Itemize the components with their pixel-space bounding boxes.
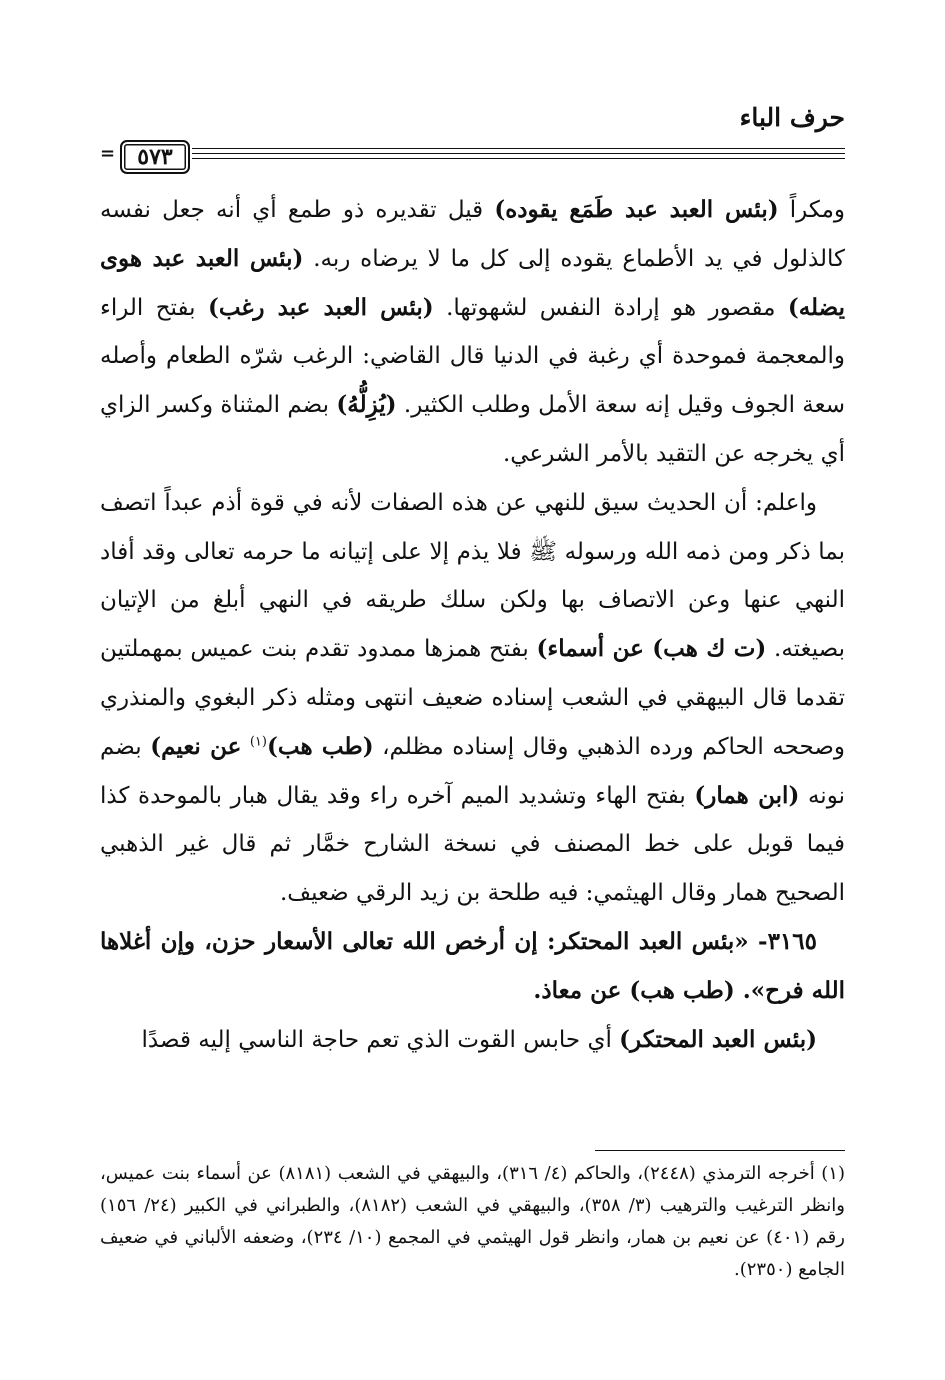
bold-phrase: (بئس العبد عبد رغب) <box>207 293 434 321</box>
header-rule <box>100 140 845 174</box>
paragraph <box>100 479 845 918</box>
text-run: واعلم: أن الحديث سيق للنهي عن هذه الصفات لأنه في قوة أذم عبداً اتصف بما ذكر ومن ذمه الله ورسوله ﷺ فلا يذم إلا على إتيانه ما حرمه تعالى وقد أفاد النهي عنها وعن الاتصاف بها ولكن سلك طريقه في النهي أبلغ من الإتيان بصيغته. <box>100 489 845 663</box>
bold-phrase: (بئس العبد المحتكر) <box>619 1025 817 1053</box>
text-run: بفتح همزها ممدود تقدم بنت عميس بمهملتين تقدما قال البيهقي في الشعب إسناده ضعيف انتهى ومثله ذكر البغوي والمنذري وصححه الحاكم ورده الذهبي وقال إسناده مظلم، <box>100 636 845 760</box>
footnote-separator <box>595 1150 845 1151</box>
bold-phrase: (يُزِلُّهُ) <box>336 391 397 419</box>
footnotes <box>100 1158 845 1286</box>
bold-phrase: (بئس العبد عبد هوى يضله) <box>100 244 845 321</box>
hadith-entry <box>100 918 845 1016</box>
bold-phrase: (طب هب) <box>266 732 374 760</box>
bold-phrase: (ابن همار) <box>694 781 800 809</box>
footnote: (١) أخرجه الترمذي (٢٤٤٨)، والحاكم (٤/ ٣١٦)، والبيهقي في الشعب (٨١٨١) عن أسماء بنت عميس، وانظر الترغيب والترهيب (٣/ ٣٥٨)، والبيهقي في الشعب (٨١٨٢)، والطبراني في الكبير (٢٤/ ١٥٦) رقم (٤٠١) عن نعيم بن همار، وانظر قول الهيثمي في المجمع (١٠/ ٢٣٤)، وضعفه الألباني في ضعيف الجامع (٢٣٥٠). <box>100 1163 845 1280</box>
paragraph <box>100 1016 845 1065</box>
rule-line <box>192 153 845 154</box>
rule-line <box>192 158 845 159</box>
footnote-reference: (١) <box>249 734 267 750</box>
main-text <box>100 186 845 1064</box>
running-title: حرف الباء <box>739 103 845 132</box>
text-run: قيل تقديره ذو طمع أي أنه جعل نفسه كالذلول في يد الأطماع يقوده إلى كل ما لا يرضاه ربه. <box>100 197 845 272</box>
text-run: بفتح الهاء وتشديد الميم آخره راء وقد يقال هبار بالموحدة كذا فيما قوبل على خط المصنف في نسخة الشارح خمَّار ثم قال غير الذهبي الصحيح همار وقال الهيثمي: فيه طلحة بن زيد الرقي ضعيف. <box>100 782 845 907</box>
text-run: بضم نونه <box>100 733 845 809</box>
rule-line <box>192 148 845 149</box>
text-run: أي حابس القوت الذي تعم حاجة الناسي إليه قصدًا <box>141 1026 620 1053</box>
bold-phrase: (بئس العبد عبد طَمَع يقوده) <box>494 196 779 223</box>
page-number: ٥٧٣ <box>120 140 190 174</box>
bold-phrase: ٣١٦٥- «بئس العبد المحتكر: إن أرخص الله تعالى الأسعار حزن، وإن أغلاها الله فرح». (طب هب) عن معاذ. <box>100 927 845 1004</box>
text-run: مقصور هو إرادة النفس لشهوتها. <box>433 294 788 321</box>
text-run: ومكراً <box>778 197 845 223</box>
text-run <box>241 734 250 760</box>
bold-phrase: (ت ك هب) عن أسماء) <box>536 635 767 663</box>
paragraph <box>100 186 845 479</box>
text-run: بفتح الراء والمعجمة فموحدة أي رغبة في الدنيا قال القاضي: الرغب شرّه الطعام وأصله سعة الجوف وقيل إنه سعة الأمل وطلب الكثير. <box>100 294 845 419</box>
text-run: بضم المثناة وكسر الزاي أي يخرجه عن التقيد بالأمر الشرعي. <box>100 392 845 467</box>
bold-phrase: عن نعيم) <box>150 732 242 760</box>
header-left-mark: = <box>100 143 116 164</box>
